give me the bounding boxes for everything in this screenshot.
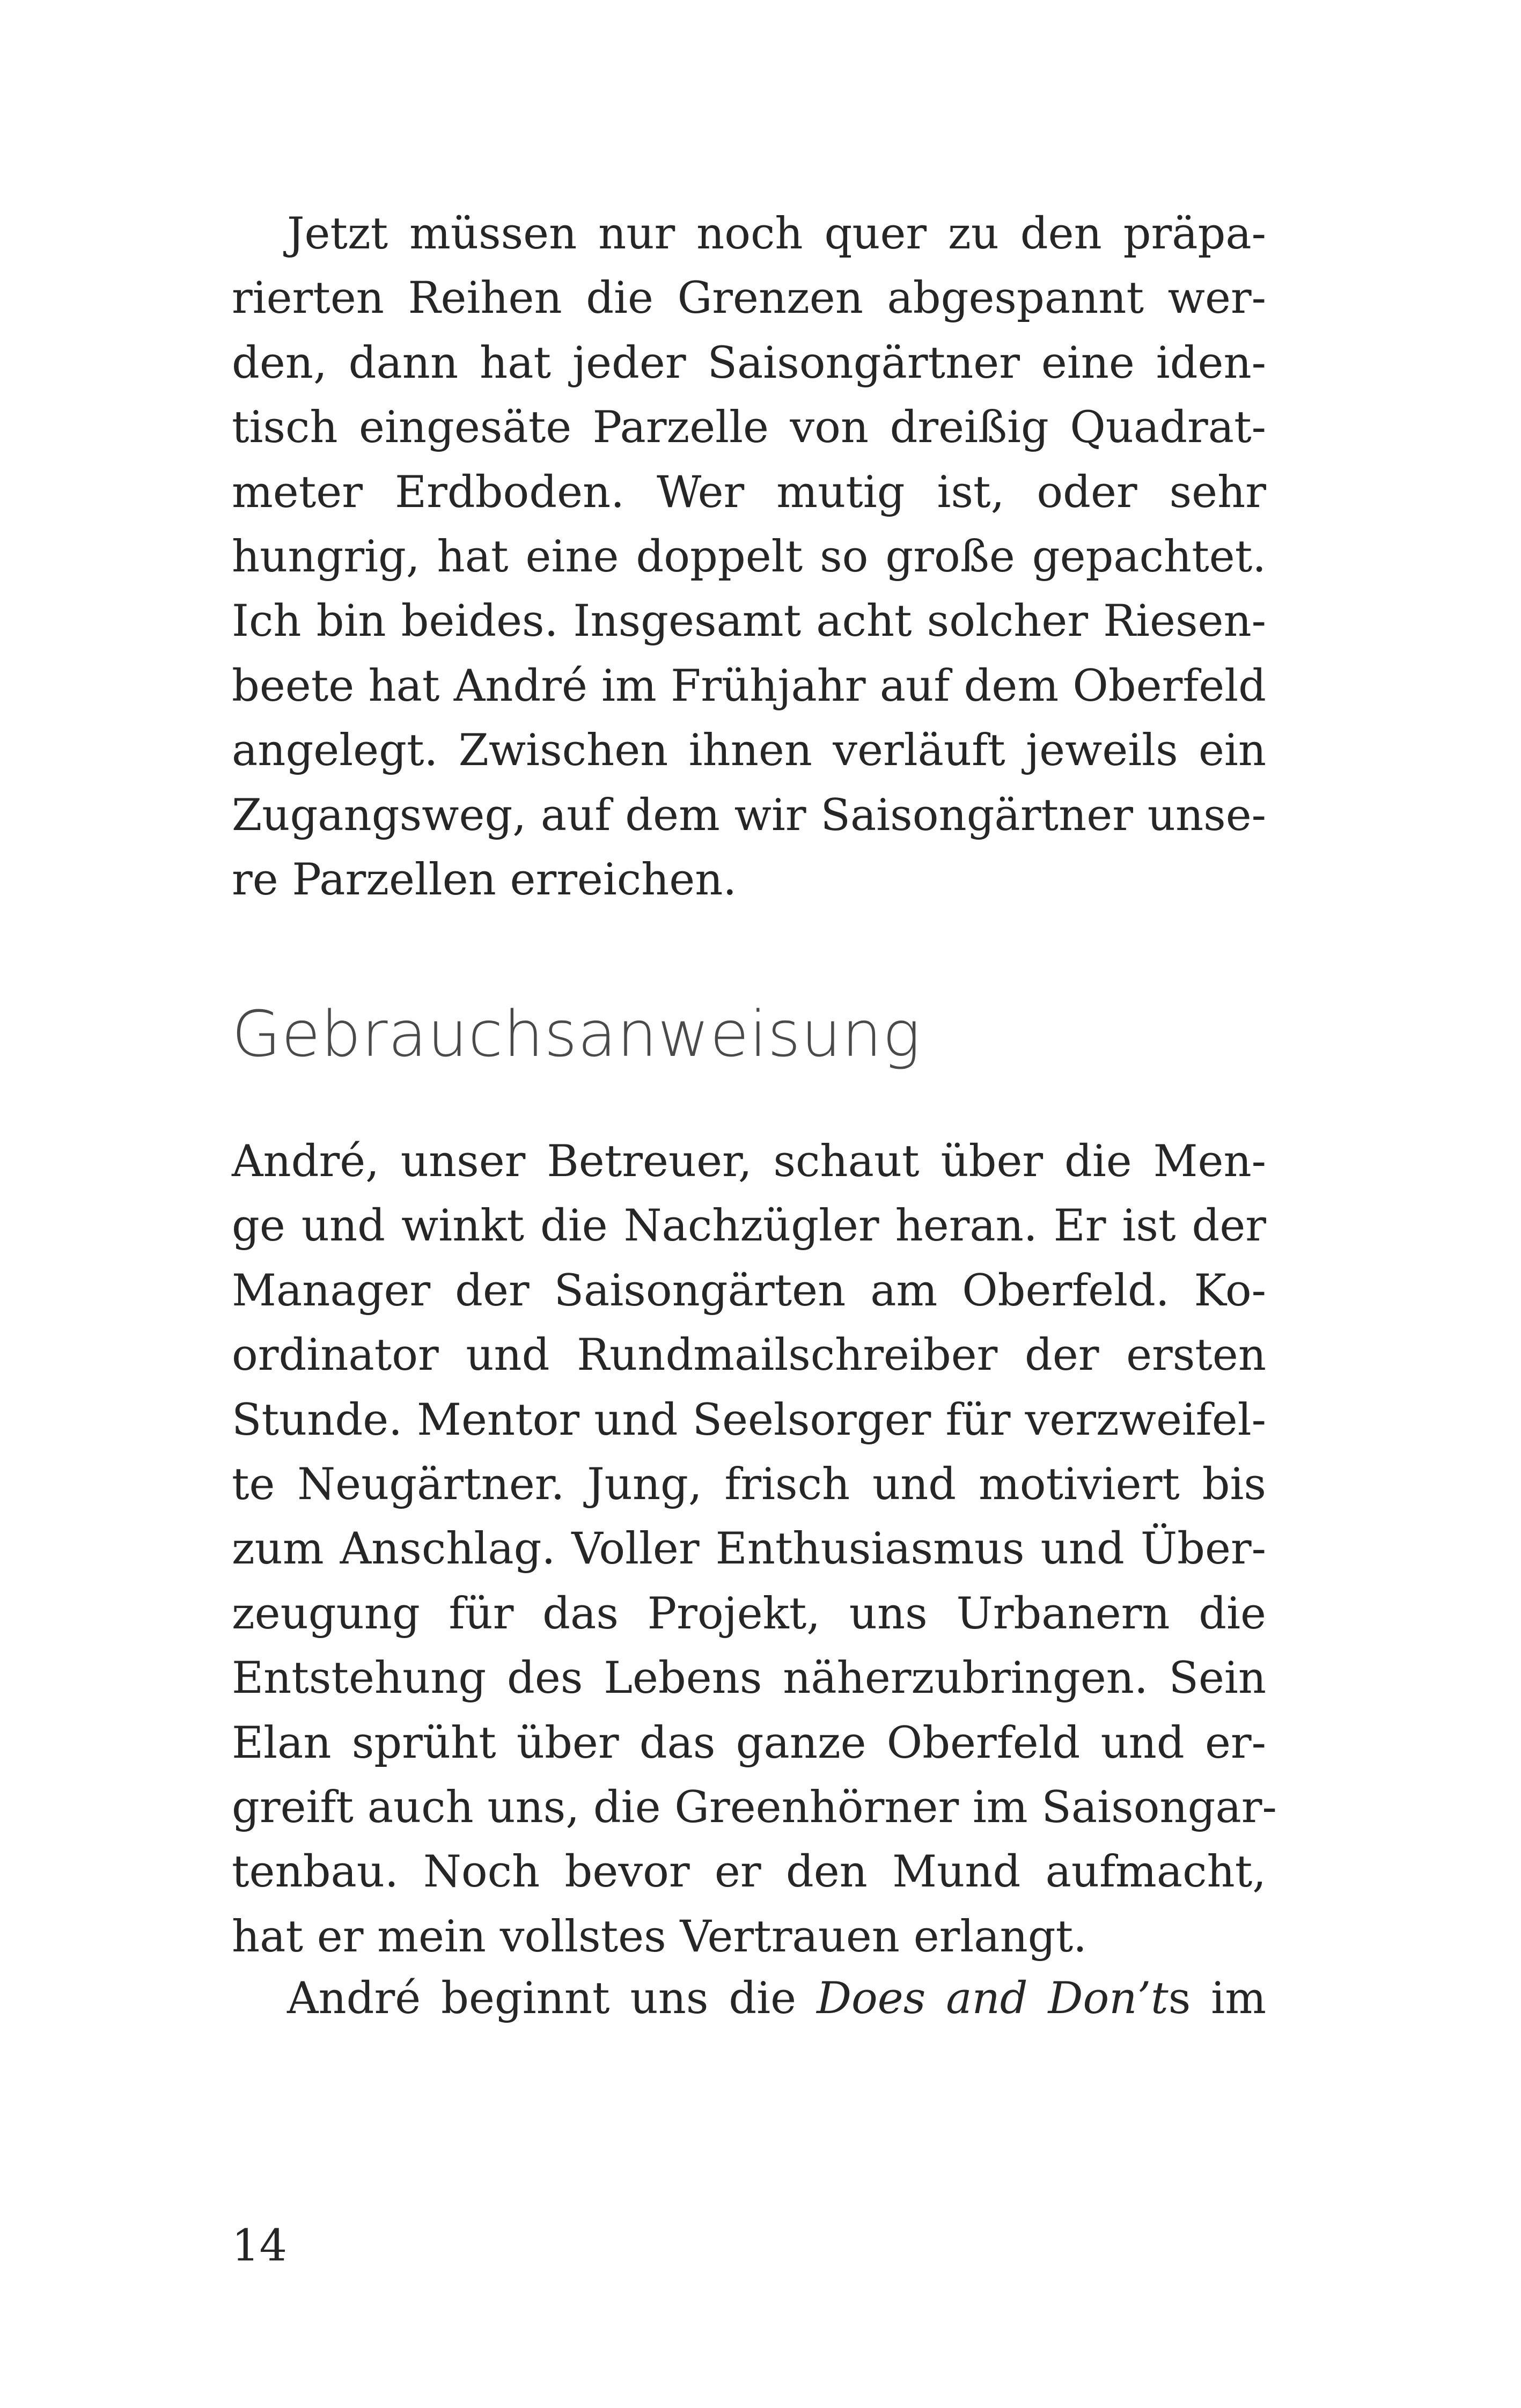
text-line: greift auch uns, die Greenhörner im Saisongar- bbox=[232, 1782, 1277, 1833]
text-line: Elan sprüht über das ganze Oberfeld und er- bbox=[232, 1717, 1266, 1768]
text-line: tisch eingesäte Parzelle von dreißig Quadrat- bbox=[232, 402, 1266, 453]
text-run: s im bbox=[1168, 1973, 1267, 2024]
text-line: Jetzt müssen nur noch quer zu den präpa- bbox=[287, 209, 1266, 259]
text-line: Stunde. Mentor und Seelsorger für verzweifel- bbox=[232, 1394, 1266, 1445]
book-page bbox=[232, 0, 1277, 2408]
text-line: beete hat André im Frühjahr auf dem Oberfeld bbox=[232, 660, 1266, 711]
text-line: ordinator und Rundmailschreiber der ersten bbox=[232, 1330, 1266, 1381]
text-line: tenbau. Noch bevor er den Mund aufmacht, bbox=[232, 1847, 1266, 1898]
text-line: te Neugärtner. Jung, frisch und motiviert bis bbox=[232, 1459, 1266, 1510]
text-line: meter Erdboden. Wer mutig ist, oder sehr bbox=[232, 467, 1266, 518]
italic-title: Does and Don’t bbox=[817, 1973, 1169, 2024]
text-line: angelegt. Zwischen ihnen verläuft jeweils ein bbox=[232, 725, 1266, 776]
text-line: hat er mein vollstes Vertrauen erlangt. bbox=[232, 1911, 1087, 1962]
text-line: André, unser Betreuer, schaut über die Men- bbox=[232, 1136, 1266, 1187]
text-line: re Parzellen erreichen. bbox=[232, 855, 737, 906]
text-line: den, dann hat jeder Saisongärtner eine iden- bbox=[232, 337, 1266, 388]
text-run: André beginnt uns die bbox=[287, 1973, 817, 2024]
paragraph-1 bbox=[232, 202, 1266, 912]
text-line: Manager der Saisongärten am Oberfeld. Ko- bbox=[232, 1265, 1266, 1316]
text-line: zum Anschlag. Voller Enthusiasmus und Über- bbox=[232, 1524, 1266, 1575]
text-line: ge und winkt die Nachzügler heran. Er ist der bbox=[232, 1201, 1266, 1252]
text-line: Entstehung des Lebens näherzubringen. Sein bbox=[232, 1653, 1266, 1704]
paragraph-3 bbox=[232, 1966, 1266, 2031]
text-line bbox=[232, 1966, 1266, 2031]
text-line: zeugung für das Projekt, uns Urbanern die bbox=[232, 1588, 1266, 1639]
section-heading: Gebrauchsanweisung bbox=[232, 997, 921, 1071]
paragraph-2 bbox=[232, 1129, 1277, 1969]
text-line: hungrig, hat eine doppelt so große gepachtet. bbox=[232, 532, 1266, 583]
text-line: Zugangsweg, auf dem wir Saisongärtner unse- bbox=[232, 790, 1266, 841]
page-number: 14 bbox=[232, 2221, 288, 2271]
text-line: Ich bin beides. Insgesamt acht solcher Riesen- bbox=[232, 596, 1266, 647]
text-line: rierten Reihen die Grenzen abgespannt wer- bbox=[232, 273, 1266, 324]
